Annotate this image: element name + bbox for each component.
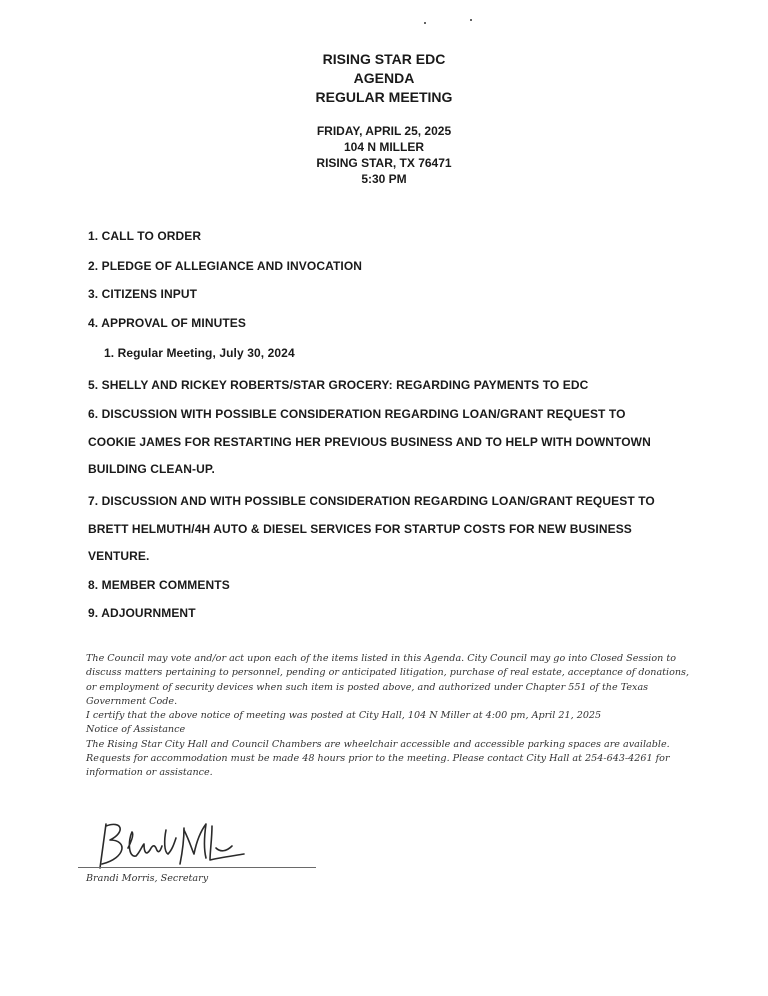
agenda-item: 3. CITIZENS INPUT (88, 287, 198, 301)
signatory-caption: Brandi Morris, Secretary (86, 873, 209, 884)
assistance-heading: Notice of Assistance (86, 724, 186, 736)
agenda-item: 8. MEMBER COMMENTS (88, 578, 230, 592)
scan-speck (424, 22, 426, 24)
handwritten-signature (92, 818, 292, 878)
org-name: RISING STAR EDC (322, 51, 446, 67)
agenda-item-continued: COOKIE JAMES FOR RESTARTING HER PREVIOUS BUSINESS AND TO HELP WITH DOWNTOWN (88, 435, 651, 449)
signature-line (78, 867, 316, 868)
meeting-city: RISING STAR, TX 76471 (316, 156, 452, 170)
meeting-address: 104 N MILLER (343, 140, 424, 154)
meeting-type: REGULAR MEETING (315, 89, 453, 105)
agenda-item: 1. CALL TO ORDER (88, 229, 202, 243)
agenda-item: 5. SHELLY AND RICKEY ROBERTS/STAR GROCERY: REGARDING PAYMENTS TO EDC (88, 378, 589, 392)
doc-title: AGENDA (353, 70, 415, 86)
posting-certification: I certify that the above notice of meeting was posted at City Hall, 104 N Miller at 4:00 pm, April 21, 2025 (86, 710, 602, 722)
agenda-sub-item: 1. Regular Meeting, July 30, 2024 (104, 346, 295, 360)
agenda-item: 6. DISCUSSION WITH POSSIBLE CONSIDERATION REGARDING LOAN/GRANT REQUEST TO (88, 407, 626, 421)
agenda-item-continued: VENTURE. (88, 549, 150, 563)
agenda-item-continued: BUILDING CLEAN-UP. (88, 462, 215, 476)
legal-notice (86, 652, 690, 781)
scan-speck (470, 19, 472, 21)
agenda-header (0, 50, 768, 187)
council-notice: The Council may vote and/or act upon each of the items listed in this Agenda. City Council may go into Closed Session to discuss matters pertaining to personnel, pending or anticipated litigation, purchase of real estate, acceptance of donations, or employment of security devices when such item is posted above, and authorized under Chapter 551 of the Texas Government Code. (86, 653, 690, 707)
agenda-item: 2. PLEDGE OF ALLEGIANCE AND INVOCATION (88, 259, 363, 273)
agenda-item: 9. ADJOURNMENT (88, 606, 196, 620)
meeting-time: 5:30 PM (361, 172, 407, 186)
agenda-item: 4. APPROVAL OF MINUTES (88, 316, 246, 330)
assistance-notice: The Rising Star City Hall and Council Chambers are wheelchair accessible and accessible parking spaces are available. Requests for accommodation must be made 48 hours prior to the meeting. Please contact City Hall at 254-643-4261 for information or assistance. (86, 738, 670, 779)
agenda-item: 7. DISCUSSION AND WITH POSSIBLE CONSIDERATION REGARDING LOAN/GRANT REQUEST TO (88, 494, 655, 508)
agenda-item-continued: BRETT HELMUTH/4H AUTO & DIESEL SERVICES FOR STARTUP COSTS FOR NEW BUSINESS (88, 522, 632, 536)
meeting-date: FRIDAY, APRIL 25, 2025 (316, 124, 452, 138)
